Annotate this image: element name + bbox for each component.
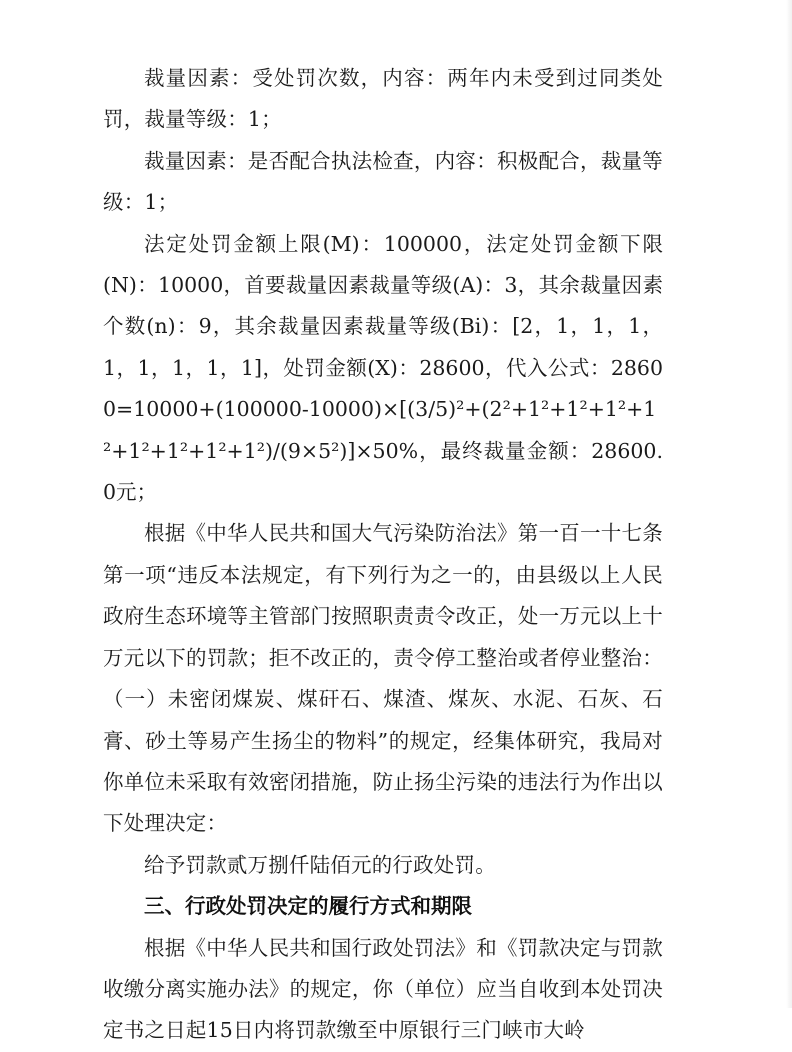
discretion-factor-cooperation: 裁量因素：是否配合执法检查，内容：积极配合，裁量等级：1； [103, 148, 663, 215]
legal-basis-paragraph: 根据《中华人民共和国大气污染防治法》第一百一十七条第一项“违反本法规定，有下列行为之一的，由县级以上人民政府生态环境等主管部门按照职责责令改正，处一万元以上十万元以下的罚款；拒不改正的，责令停工整治或者停业整治：（一）未密闭煤炭、煤矸石、煤渣、煤灰、水泥、石灰、石膏、砂土等易产生扬尘的物料”的规定，经集体研究，我局对你单位未采取有效密闭措施，防止扬尘污染的违法行为作出以下处理决定： [103, 521, 663, 836]
payment-instructions-paragraph: 根据《中华人民共和国行政处罚法》和《罚款决定与罚款收缴分离实施办法》的规定，你（单位）应当自收到本处罚决定书之日起15日内将罚款缴至中原银行三门峡市大岭 [103, 935, 663, 1043]
penalty-decision: 给予罚款贰万捌仟陆佰元的行政处罚。 [144, 852, 496, 877]
scan-shadow-edge [786, 0, 792, 1008]
document-page [103, 58, 663, 1052]
section-heading: 三、行政处罚决定的履行方式和期限 [144, 894, 472, 919]
discretion-factor-penalty-count: 裁量因素：受处罚次数，内容：两年内未受到过同类处罚，裁量等级：1； [103, 66, 663, 132]
penalty-calculation-formula: 法定处罚金额上限(M)：100000，法定处罚金额下限(N)：10000，首要裁量因素裁量等级(A)：3，其余裁量因素个数(n)：9，其余裁量因素裁量等级(Bi)：[2，1，1，1，1，1，1，1，1]，处罚金额(X)：28600，代入公式：28600=10000+(100000-10000)×[(3/5)²+(2²+1²+1²+1²+1²+1²+1²+1²+1²)/(9×5²)]×50%，最终裁量金额：28600.0元； [103, 231, 663, 505]
